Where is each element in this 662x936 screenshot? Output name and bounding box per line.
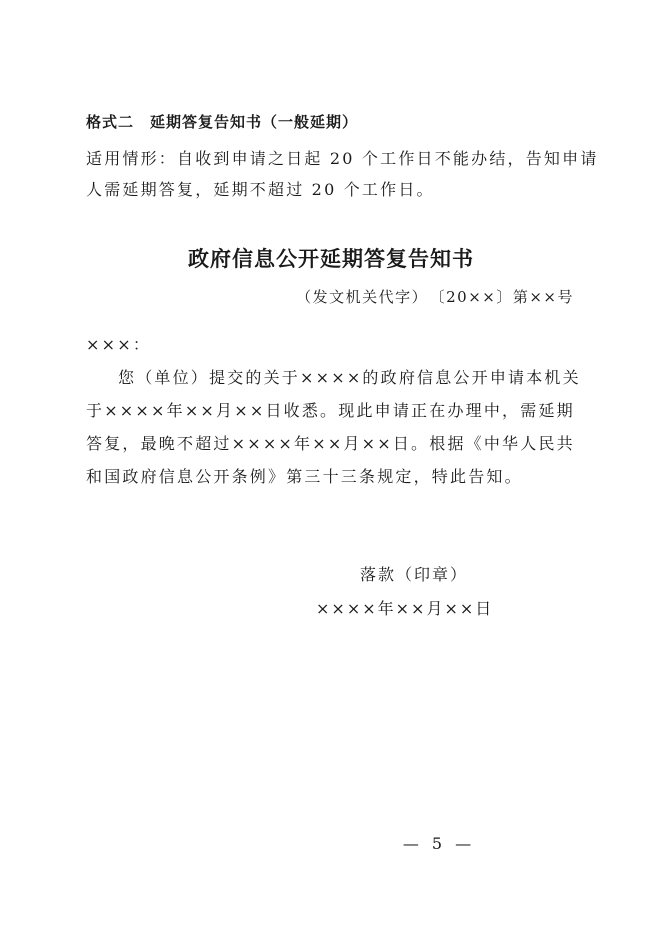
format-heading: 格式二 延期答复告知书（一般延期） (86, 113, 359, 131)
page-number: — 5 — (402, 834, 476, 853)
body-line-1: 您（单位）提交的关于××××的政府信息公开申请本机关 (118, 368, 581, 387)
applicable-line-1: 适用情形：自收到申请之日起 20 个工作日不能办结，告知申请 (86, 149, 599, 168)
body-line-3: 答复，最晚不超过××××年××月××日。根据《中华人民共 (86, 434, 575, 453)
salutation: ×××： (86, 335, 152, 354)
applicable-line-2: 人需延期答复，延期不超过 20 个工作日。 (86, 180, 435, 199)
body-line-4: 和国政府信息公开条例》第三十三条规定，特此告知。 (86, 467, 523, 486)
body-line-2: 于××××年××月××日收悉。现此申请正在办理中，需延期 (86, 401, 575, 420)
document-number: （发文机关代字） 〔20××〕第××号 (296, 288, 574, 306)
signature-date: ××××年××月××日 (316, 599, 494, 618)
signature-issuer: 落款（印章） (360, 565, 469, 584)
document-title: 政府信息公开延期答复告知书 (188, 247, 474, 271)
